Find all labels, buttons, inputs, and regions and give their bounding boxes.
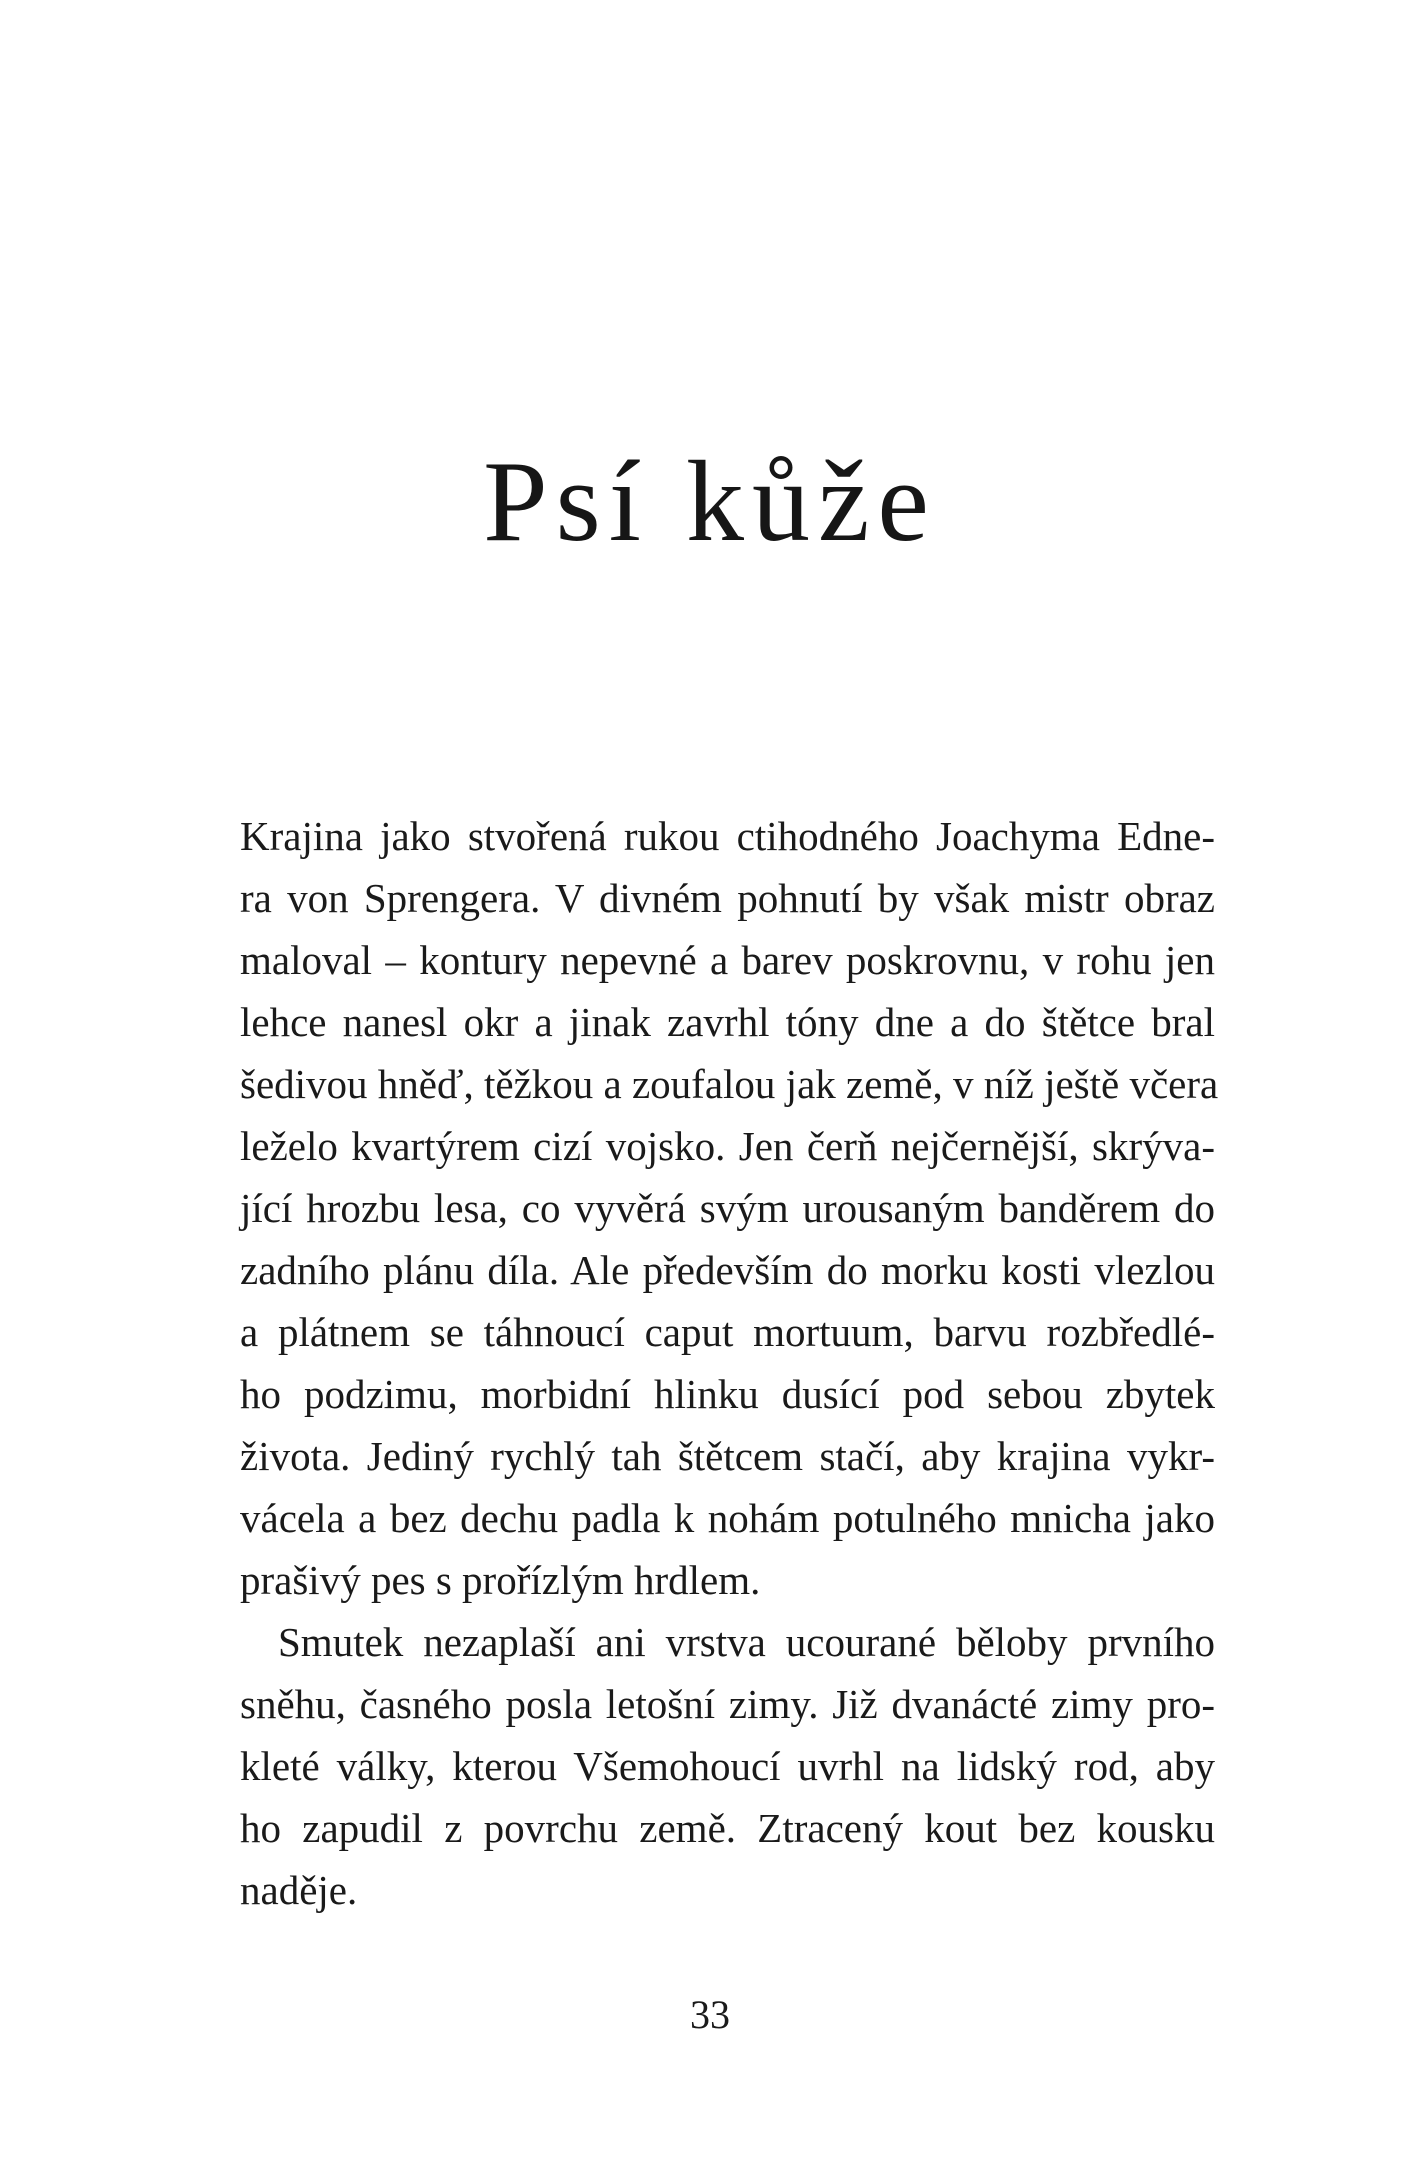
paragraph-2 [240, 1611, 1215, 1921]
text-line: vácela a bez dechu padla k nohám potulného mnicha jako [240, 1495, 1215, 1541]
text-line: leželo kvartýrem cizí vojsko. Jen čerň nejčernější, skrýva- [240, 1123, 1215, 1169]
text-line: šedivou hněď, těžkou a zoufalou jak země, v níž ještě včera [240, 1061, 1219, 1107]
text-line: maloval – kontury nepevné a barev poskrovnu, v rohu jen [240, 937, 1215, 983]
text-line: Krajina jako stvořená rukou ctihodného Joachyma Edne- [240, 813, 1215, 859]
text-line: sněhu, časného posla letošní zimy. Již dvanácté zimy pro- [240, 1681, 1215, 1727]
text-line: lehce nanesl okr a jinak zavrhl tóny dne a do štětce bral [240, 999, 1215, 1045]
text-line: života. Jediný rychlý tah štětcem stačí, aby krajina vykr- [240, 1433, 1215, 1479]
text-line: naděje. [240, 1867, 358, 1913]
text-line: ra von Sprengera. V divném pohnutí by však mistr obraz [240, 875, 1215, 921]
paragraph-1 [240, 805, 1219, 1611]
text-line: ho podzimu, morbidní hlinku dusící pod sebou zbytek [240, 1371, 1215, 1417]
page-number: 33 [690, 1992, 730, 2037]
text-line: kleté války, kterou Všemohoucí uvrhl na lidský rod, aby [240, 1743, 1215, 1789]
text-line: jící hrozbu lesa, co vyvěrá svým urousaným banděrem do [240, 1185, 1215, 1231]
chapter-title: Psí kůže [483, 438, 937, 566]
text-line: ho zapudil z povrchu země. Ztracený kout bez kousku [240, 1805, 1215, 1851]
text-line: zadního plánu díla. Ale především do morku kosti vlezlou [240, 1247, 1215, 1293]
text-line: Smutek nezaplaší ani vrstva ucourané běloby prvního [278, 1619, 1215, 1665]
body-text [240, 805, 1219, 1921]
text-line: prašivý pes s prořízlým hrdlem. [240, 1557, 761, 1603]
text-line: a plátnem se táhnoucí caput mortuum, barvu rozbředlé- [240, 1309, 1215, 1355]
